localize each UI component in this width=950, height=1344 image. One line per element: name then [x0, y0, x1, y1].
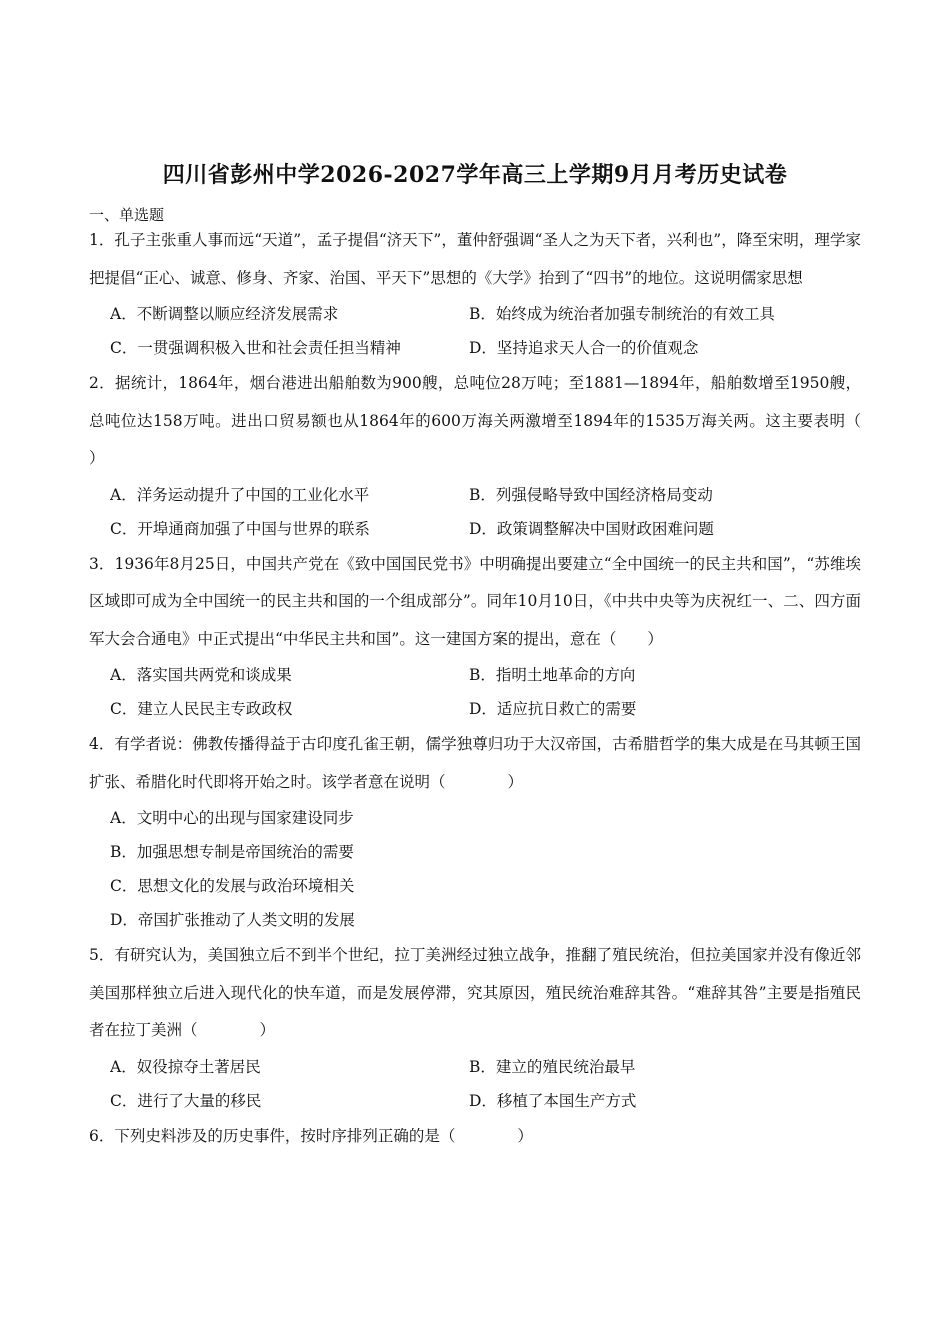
question-list [89, 222, 924, 1155]
option-d: D．适应抗日救亡的需要 [469, 700, 637, 718]
question-stem: 1．孔子主张重人事而远“天道”，孟子提倡“济天下”，董仲舒强调“圣人之为天下者，兴利也”，降至宋明，理学家把提倡“正心、诚意、修身、齐家、治国、平天下”思想的《大学》抬到了“四书”的地位。这说明儒家思想 [89, 231, 861, 287]
question-5 [89, 937, 861, 1118]
option-a: A．洋务运动提升了中国的工业化水平 [110, 485, 370, 504]
option-c: C．开埠通商加强了中国与世界的联系 [110, 519, 370, 538]
option-b: B．列强侵略导致中国经济格局变动 [469, 485, 713, 504]
question-stem: 6．下列史料涉及的历史事件，按时序排列正确的是（ ） [89, 1126, 533, 1145]
option-group [89, 658, 861, 726]
option-b: B．始终成为统治者加强专制统治的有效工具 [469, 305, 775, 323]
section-heading: 一、单选题 [89, 206, 165, 224]
option-c: C．建立人民民主专政政权 [110, 700, 293, 718]
option-group [89, 801, 861, 937]
option-c: C．思想文化的发展与政治环境相关 [110, 877, 355, 895]
question-stem: 3．1936年8月25日，中国共产党在《致中国国民党书》中明确提出要建立“全中国统一的民主共和国”，“苏维埃区域即可成为全中国统一的民主共和国的一个组成部分”。同年10月10日，《中共中央等为庆祝红一、二、四方面军大会合通电》中正式提出“中华民主共和国”。这一建国方案的提出，意在（ ） [89, 554, 861, 648]
option-c: C．一贯强调积极入世和社会责任担当精神 [110, 339, 401, 357]
question-2 [89, 365, 924, 546]
option-b: B．加强思想专制是帝国统治的需要 [110, 843, 354, 861]
option-a: A．文明中心的出现与国家建设同步 [110, 809, 354, 827]
question-stem: 5．有研究认为，美国独立后不到半个世纪，拉丁美洲经过独立战争，推翻了殖民统治，但拉美国家并没有像近邻美国那样独立后进入现代化的快车道，而是发展停滞，究其原因，殖民统治难辞其咎。“难辞其咎”主要是指殖民者在拉丁美洲（ ） [89, 946, 861, 1039]
option-group [89, 1050, 861, 1118]
question-3 [89, 546, 861, 727]
option-d: D．帝国扩张推动了人类文明的发展 [110, 911, 355, 929]
question-stem: 4．有学者说：佛教传播得益于古印度孔雀王朝，儒学独尊归功于大汉帝国，古希腊哲学的集大成是在马其顿王国扩张、希腊化时代即将开始之时。该学者意在说明（ ） [89, 735, 861, 791]
option-a: A．不断调整以顺应经济发展需求 [110, 305, 339, 323]
option-a: A．落实国共两党和谈成果 [110, 666, 292, 684]
option-d: D．政策调整解决中国财政困难问题 [469, 519, 714, 538]
option-group [89, 297, 861, 365]
question-4 [89, 726, 861, 937]
question-6 [89, 1118, 861, 1156]
option-group [89, 478, 861, 546]
option-b: B．建立的殖民统治最早 [469, 1057, 636, 1076]
option-d: D．移植了本国生产方式 [469, 1091, 637, 1110]
exam-title: 四川省彭州中学2026-2027学年高三上学期9月月考历史试卷 [162, 162, 788, 188]
question-1 [89, 222, 861, 365]
option-a: A．奴役掠夺土著居民 [110, 1057, 261, 1076]
option-b: B．指明土地革命的方向 [469, 666, 636, 684]
question-stem: 2．据统计，1864年，烟台港进出船舶数为900艘，总吨位28万吨；至1881—1894年，船舶数增至1950艘，总吨位达158万吨。进出口贸易额也从1864年的600万海关两激增至1894年的1535万海关两。这主要表明（ ） [89, 374, 924, 467]
option-d: D．坚持追求天人合一的价值观念 [469, 339, 699, 357]
option-c: C．进行了大量的移民 [110, 1091, 262, 1110]
